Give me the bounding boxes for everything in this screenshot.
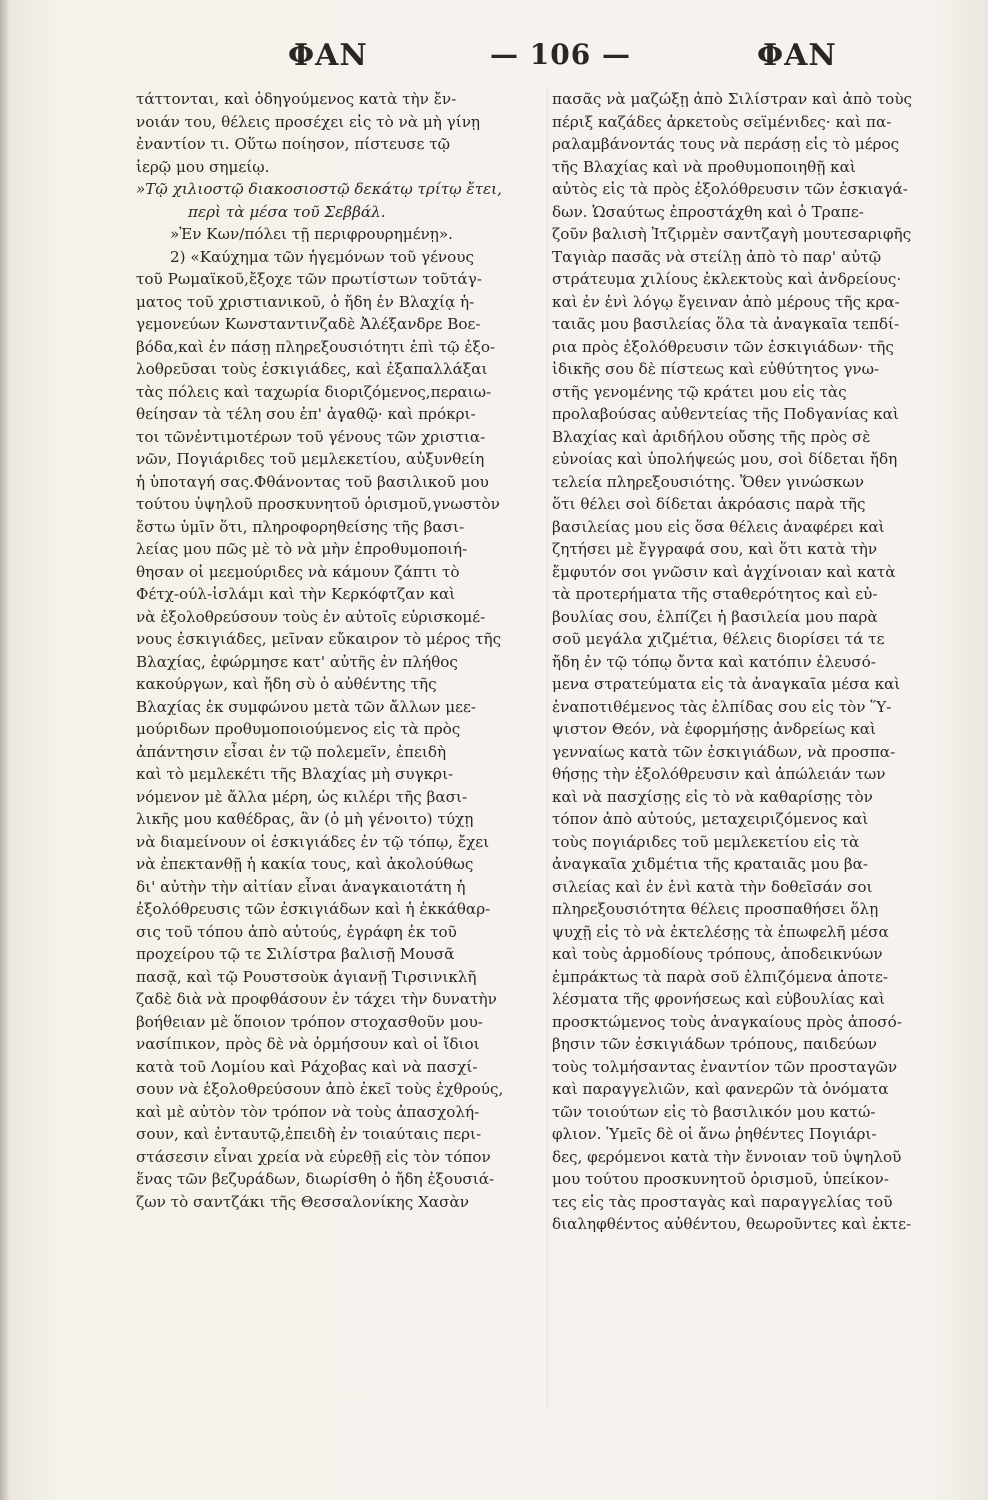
- text-line: τελεία πληρεξουσιότης. Ὅθεν γινώσκων: [552, 472, 865, 491]
- text-line: »Τῷ χιλιοστῷ διακοσιοστῷ δεκάτῳ τρίτῳ ἔτει,: [136, 180, 502, 198]
- text-line: ἤδη ἐν τῷ τόπῳ ὄντα καὶ κατόπιν ἐλευσό-: [552, 652, 876, 671]
- text-line: βουλίας σου, ἐλπίζει ἡ βασιλεία μου παρὰ: [552, 607, 878, 626]
- text-line: θήσῃς τὴν ἐξολόθρευσιν καὶ ἀπώλειάν των: [552, 765, 886, 783]
- text-line: νὰ ἐξολοθρεύσουν τοὺς ἐν αὐτοῖς εὑρισκομέ-: [136, 607, 486, 626]
- text-line: τες εἰς τὰς προσταγὰς καὶ παραγγελίας τοῦ: [552, 1192, 893, 1211]
- text-line: κακούργων, καὶ ἤδη σὺ ὁ αὐθέντης τῆς: [136, 675, 437, 693]
- text-line: μενα στρατεύματα εἰς τὰ ἀναγκαῖα μέσα καὶ: [552, 675, 901, 693]
- text-line: καὶ παραγγελιῶν, καὶ φανερῶν τὰ ὀνόματα: [552, 1080, 889, 1098]
- text-line: λοθρεῦσαι τοὺς ἐσκιγιάδες, καὶ ἐξαπαλλάξαι: [136, 360, 488, 378]
- text-line: εὐνοίας καὶ ὑπολήψεώς μου, σοὶ δίδεται ἤδη: [552, 450, 898, 468]
- text-line: ἐναντίον τι. Οὕτω ποίησον, πίστευσε τῷ: [136, 135, 450, 153]
- text-line: »Ἐν Κων/πόλει τῇ περιφρουρημένῃ».: [170, 225, 454, 243]
- text-line: ζων τὸ σαντζάκι τῆς Θεσσαλονίκης Χασὰν: [136, 1192, 470, 1211]
- text-line: λικῆς μου καθέδρας, ἂν (ὁ μὴ γένοιτο) τύχῃ: [136, 810, 474, 828]
- text-line: δες, φερόμενοι κατὰ τὴν ἔννοιαν τοῦ ὑψηλοῦ: [552, 1147, 902, 1166]
- text-line: θησαν οἱ μεεμούριδες νὰ κάμουν ζάπτι τὸ: [136, 562, 460, 581]
- text-line: τῆς Βλαχίας καὶ νὰ προθυμοποιηθῇ καὶ: [552, 157, 856, 176]
- text-line: πέριξ καζάδες ἀρκετοὺς σεϊμένιδες· καὶ πα-: [552, 112, 892, 131]
- text-line: ζητήσει μὲ ἔγγραφά σου, καὶ ὅτι κατὰ τὴν: [552, 540, 878, 558]
- text-line: πασᾷ, καὶ τῷ Ρουστσοὺκ ἀγιανῇ Τιρσινικλῆ: [136, 967, 477, 986]
- text-line: ζαδὲ διὰ νὰ προφθάσουν ἐν τάχει τὴν δυνατὴν: [136, 990, 497, 1008]
- text-line: περὶ τὰ μέσα τοῦ Σεββάλ.: [188, 202, 386, 221]
- text-line: νῶν, Πογιάριδες τοῦ μεμλεκετίου, αὐξυνθείη: [136, 450, 485, 468]
- text-line: νοιάν του, θέλεις προσέχει εἰς τὸ νὰ μὴ γίνῃ: [136, 112, 481, 131]
- text-line: ἱερῷ μου σημείῳ.: [136, 157, 270, 176]
- text-line: κατὰ τοῦ Λομίου καὶ Ράχοβας καὶ νὰ πασχί-: [136, 1057, 478, 1076]
- text-line: ἐξολόθρευσις τῶν ἐσκιγιάδων καὶ ἡ ἐκκάθαρ-: [136, 900, 491, 918]
- page-number: — 106 —: [490, 38, 631, 71]
- text-line: ἡ ὑποταγή σας.Φθάνοντας τοῦ βασιλικοῦ μου: [136, 472, 489, 491]
- text-line: καὶ ἐν ἑνὶ λόγῳ ἔγειναν ἀπὸ μέρους τῆς κρα-: [552, 292, 900, 311]
- text-line: τὰς πόλεις καὶ ταχωρία διοριζόμενος,περαιω-: [136, 382, 492, 401]
- text-line: Βλαχίας ἐκ συμφώνου μετὰ τῶν ἄλλων μεε-: [136, 697, 476, 716]
- text-line: ἔμφυτόν σοι γνῶσιν καὶ ἀγχίνοιαν καὶ κατὰ: [552, 562, 896, 581]
- text-line: ὅτι θέλει σοὶ δίδεται ἀκρόασις παρὰ τῆς: [552, 495, 866, 513]
- text-line: ἐναποτιθέμενος τὰς ἐλπίδας σου εἰς τὸν Ὕ-: [552, 697, 892, 716]
- text-line: ἀπάντησιν εἶσαι ἐν τῷ πολεμεῖν, ἐπειδὴ: [136, 742, 447, 761]
- text-line: Βλαχίας, ἐφώρμησε κατ' αὐτῆς ἐν πλήθος: [136, 652, 458, 671]
- text-line: δι' αὐτὴν τὴν αἰτίαν εἶναι ἀναγκαιοτάτη ἡ: [136, 877, 466, 896]
- text-line: νόμενον μὲ ἄλλα μέρη, ὡς κιλέρι τῆς βασι-: [136, 787, 468, 806]
- text-line: τοὺς τολμήσαντας ἐναντίον τῶν προσταγῶν: [552, 1057, 898, 1076]
- text-line: ψυχῇ εἰς τὸ νὰ ἐκτελέσῃς τὰ ἐπωφελῆ μέσα: [552, 922, 889, 941]
- text-line: νὰ ἐπεκτανθῇ ἡ κακία τους, καὶ ἀκολούθως: [136, 855, 474, 873]
- text-line: μου τούτου προσκυνητοῦ ὁρισμοῦ, ὑπείκον-: [552, 1170, 889, 1188]
- text-line: νὰ διαμείνουν οἱ ἐσκιγιάδες ἐν τῷ τόπῳ, ἔχει: [136, 832, 490, 851]
- text-line: βησιν τῶν ἐσκιγιάδων τρόπους, παιδεύων: [552, 1035, 877, 1053]
- text-line: καὶ τὸ μεμλεκέτι τῆς Βλαχίας μὴ συγκρι-: [136, 765, 454, 783]
- text-line: βόδα,καὶ ἐν πάσῃ πληρεξουσιότητι ἐπὶ τῷ ἐξο-: [136, 337, 496, 356]
- text-line: 2) «Καύχημα τῶν ἡγεμόνων τοῦ γένους: [170, 247, 475, 266]
- text-line: λείας μου πῶς μὲ τὸ νὰ μὴν ἐπροθυμοποιή-: [136, 540, 468, 558]
- text-line: Φέτχ-ούλ-ἰσλάμι καὶ τὴν Κερκόφτζαν καὶ: [136, 585, 456, 603]
- text-line: ρια πρὸς ἐξολόθρευσιν τῶν ἐσκιγιάδων· τῆς: [552, 337, 894, 356]
- text-line: καὶ νὰ πασχίσῃς εἰς τὸ νὰ καθαρίσῃς τὸν: [552, 787, 873, 806]
- text-line: σιλείας καὶ ἐν ἑνὶ κατὰ τὴν δοθεῖσάν σοι: [552, 877, 873, 896]
- text-line: σουν νὰ ἐξολοθρεύσουν ἀπὸ ἐκεῖ τοὺς ἐχθρούς,: [136, 1080, 504, 1098]
- page-gutter-shadow: [0, 0, 10, 1500]
- text-line: ἕνας τῶν βεζυράδων, διωρίσθη ὁ ἤδη ἐξουσιά-: [136, 1170, 495, 1188]
- text-line: ἔστω ὑμῖν ὅτι, πληροφορηθείσης τῆς βασι-: [136, 517, 465, 536]
- text-line: βασιλείας μου εἰς ὅσα θέλεις ἀναφέρει καὶ: [552, 517, 885, 536]
- text-line: αὐτὸς εἰς τὰ πρὸς ἐξολόθρευσιν τῶν ἐσκιαγά-: [552, 180, 908, 198]
- text-line: τόπον ἀπὸ αὐτούς, μεταχειριζόμενος καὶ: [552, 810, 869, 828]
- text-line: προχείρου τῷ τε Σιλίστρα βαλισῇ Μουσᾶ: [136, 945, 455, 963]
- text-line: λέσματα τῆς φρονήσεως καὶ εὐβουλίας καὶ: [552, 990, 885, 1008]
- right-text-column: [552, 88, 970, 1236]
- text-line: μούριδων προθυμοποιούμενος εἰς τὰ πρὸς: [136, 720, 461, 738]
- text-line: πληρεξουσιότητα θέλεις προσπαθήσει ὅλῃ: [552, 900, 879, 918]
- running-head-left: ΦΑΝ: [288, 38, 368, 73]
- text-line: τοῦ Ρωμαϊκοῦ,ἔξοχε τῶν πρωτίστων τοῦτάγ-: [136, 270, 482, 288]
- text-line: στάσεσιν εἶναι χρεία νὰ εὑρεθῇ εἰς τὸν τόπον: [136, 1147, 491, 1166]
- text-line: σοῦ μεγάλα χιζμέτια, θέλεις διορίσει τά τε: [552, 630, 885, 648]
- text-line: ψιστον Θεόν, νὰ ἐφορμήσῃς ἀνδρείως καὶ: [552, 720, 876, 738]
- text-line: Ταγιὰρ πασᾶς νὰ στείλῃ ἀπὸ τὸ παρ' αὐτῷ: [552, 247, 882, 266]
- text-line: ἰδικῆς σου δὲ πίστεως καὶ εὐθύτητος γνω-: [552, 360, 880, 378]
- text-line: τάττονται, καὶ ὁδηγούμενος κατὰ τὴν ἔν-: [136, 90, 457, 108]
- running-head-right: ΦΑΝ: [757, 38, 837, 73]
- text-line: ραλαμβάνοντάς τους νὰ περάσῃ εἰς τὸ μέρος: [552, 135, 900, 153]
- text-line: νους ἐσκιγιάδες, μεῖναν εὔκαιρον τὸ μέρος τῆς: [136, 630, 502, 648]
- text-line: ἀναγκαῖα χιδμέτια τῆς κραταιᾶς μου βα-: [552, 855, 869, 873]
- text-line: ταιᾶς μου βασιλείας ὅλα τὰ ἀναγκαῖα τεπδί-: [552, 315, 900, 333]
- left-text-column: [136, 88, 554, 1213]
- text-line: δων. Ὡσαύτως ἐπροστάχθη καὶ ὁ Τραπε-: [552, 202, 864, 221]
- text-line: τῶν τοιούτων εἰς τὸ βασιλικόν μου κατώ-: [552, 1102, 876, 1121]
- text-line: πασᾶς νὰ μαζώξῃ ἀπὸ Σιλίστραν καὶ ἀπὸ τοὺς: [552, 90, 913, 108]
- text-line: στῆς γενομένης τῷ κράτει μου εἰς τὰς: [552, 382, 847, 401]
- text-line: καὶ τοὺς ἁρμοδίους τρόπους, ἀποδεικνύων: [552, 945, 883, 963]
- text-line: τὰ προτερήματα τῆς σταθερότητος καὶ εὐ-: [552, 585, 878, 603]
- text-line: Βλαχίας καὶ ἀριδήλου οὔσης τῆς πρὸς σὲ: [552, 427, 871, 446]
- text-line: ζοῦν βαλισὴ Ἰτζιρμὲν σαντζαγὴ μουτεσαριφῆς: [552, 225, 912, 243]
- page-header: [0, 38, 988, 88]
- text-line: σουν, καὶ ἐνταυτῷ,ἐπειδὴ ἐν τοιαύταις περι-: [136, 1125, 482, 1143]
- text-line: γεμονεύων Κωνσταντινζαδὲ Ἀλέξανδρε Βοε-: [136, 315, 481, 333]
- text-line: θείησαν τὰ τέλη σου ἐπ' ἀγαθῷ· καὶ πρόκρι-: [136, 405, 476, 423]
- text-line: διαληφθέντος αὐθέντου, θεωροῦντες καὶ ἐκτε-: [552, 1215, 912, 1233]
- text-line: ἐμπράκτως τὰ παρὰ σοῦ ἐλπιζόμενα ἀποτε-: [552, 967, 889, 986]
- text-line: τοι τῶνἐντιμοτέρων τοῦ γένους τῶν χριστια-: [136, 427, 486, 446]
- text-line: καὶ μὲ αὐτὸν τὸν τρόπον νὰ τοὺς ἀπασχολή-: [136, 1102, 480, 1121]
- text-line: βοήθειαν μὲ ὅποιον τρόπον στοχασθοῦν μου-: [136, 1012, 483, 1031]
- text-line: σις τοῦ τόπου ἀπὸ αὐτούς, ἐγράφη ἐκ τοῦ: [136, 922, 457, 941]
- text-line: νασίπικον, πρὸς δὲ νὰ ὁρμήσουν καὶ οἱ ἴδιοι: [136, 1035, 480, 1053]
- text-line: προσκτώμενος τοὺς ἀναγκαίους πρὸς ἀποσό-: [552, 1012, 902, 1031]
- text-line: φλιον. Ὑμεῖς δὲ οἱ ἄνω ῥηθέντες Πογιάρι-: [552, 1125, 877, 1143]
- text-line: γενναίως κατὰ τῶν ἐσκιγιάδων, νὰ προσπα-: [552, 742, 896, 761]
- text-line: στράτευμα χιλίους ἐκλεκτοὺς καὶ ἀνδρείους·: [552, 270, 902, 288]
- text-line: προλαβούσας αὐθεντείας τῆς Ποδγανίας καὶ: [552, 405, 899, 423]
- text-line: τούτου ὑψηλοῦ προσκυνητοῦ ὁρισμοῦ,γνωστὸν: [136, 495, 500, 513]
- text-line: ματος τοῦ χριστιανικοῦ, ὁ ἤδη ἐν Βλαχίᾳ ἡ-: [136, 292, 475, 311]
- text-line: τοὺς πογιάριδες τοῦ μεμλεκετίου εἰς τὰ: [552, 832, 860, 851]
